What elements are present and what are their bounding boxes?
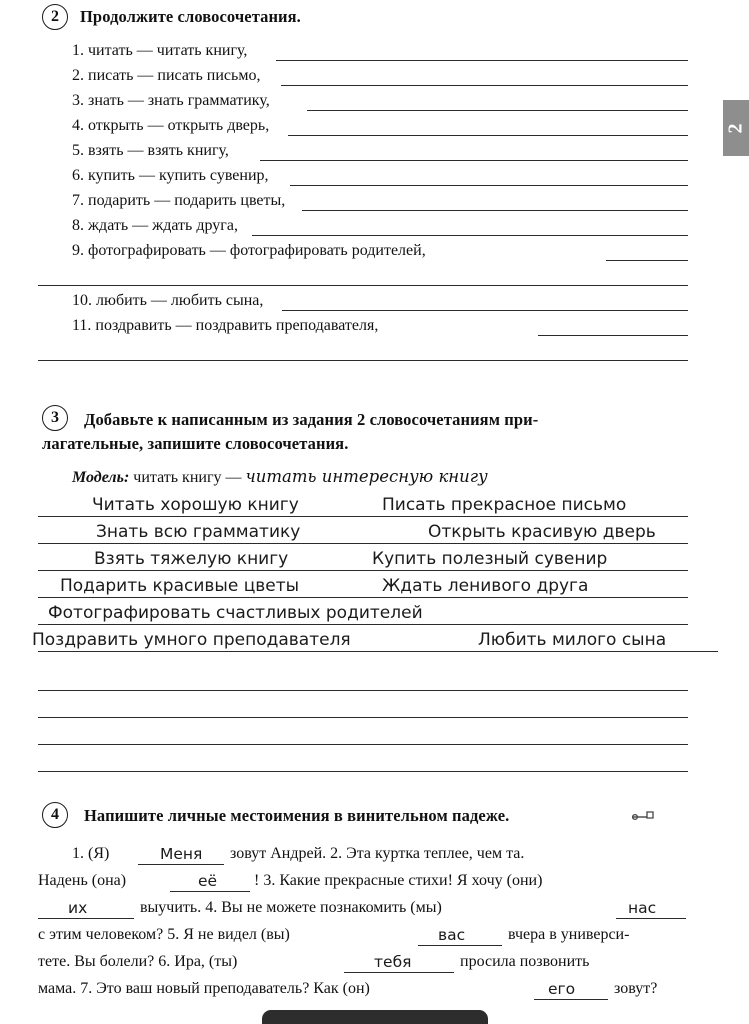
exercise-3-line-5[interactable]: [38, 624, 688, 625]
page-number-tab: [723, 100, 749, 156]
exercise-2-item-1: 1. читать — читать книгу,: [72, 42, 248, 59]
exercise-3-number: 3: [42, 405, 68, 431]
exercise-3-answer-5-left: Фотографировать счастливых родителей: [48, 603, 423, 623]
exercise-4-answer-7: его: [548, 980, 576, 998]
exercise-2-item-5: 5. взять — взять книгу,: [72, 142, 229, 159]
exercise-3-empty-line-1[interactable]: [38, 690, 688, 691]
exercise-2-blank-2[interactable]: [281, 85, 688, 86]
exercise-3-answer-3-left: Взять тяжелую книгу: [94, 549, 289, 569]
exercise-2-item-10: 10. любить — любить сына,: [72, 292, 264, 309]
exercise-4-answer-6: тебя: [374, 953, 412, 971]
exercise-4-blank-5[interactable]: [418, 945, 502, 946]
exercise-2-blank-1[interactable]: [276, 60, 688, 61]
exercise-4-line-2-seg-1: Надень (она): [38, 872, 127, 889]
exercise-3-line-2[interactable]: [38, 543, 688, 544]
exercise-4-blank-4[interactable]: [616, 918, 686, 919]
exercise-2-blank-11b[interactable]: [38, 360, 688, 361]
exercise-3-empty-line-2[interactable]: [38, 717, 688, 718]
page-number-tab-label: 2: [724, 123, 747, 133]
exercise-2-title: Продолжите словосочетания.: [80, 7, 301, 26]
exercise-4-line-2-seg-3: ! 3. Какие прекрасные стихи! Я хочу (они): [254, 872, 543, 889]
exercise-4-blank-1[interactable]: [138, 864, 224, 865]
exercise-4-line-4-seg-3: вчера в универси-: [508, 926, 630, 943]
exercise-2-item-3: 3. знать — знать грамматику,: [72, 92, 270, 109]
exercise-2-blank-10[interactable]: [282, 310, 688, 311]
exercise-4-answer-5: вас: [438, 926, 466, 944]
exercise-3-title-line2: лагательные, запишите словосочетания.: [42, 434, 349, 453]
exercise-3-empty-line-4[interactable]: [38, 771, 688, 772]
pencil-icon: [632, 805, 654, 821]
exercise-2-item-7: 7. подарить — подарить цветы,: [72, 192, 286, 209]
exercise-4-title: Напишите личные местоимения в винительном падеже.: [84, 806, 510, 825]
exercise-2-blank-11a[interactable]: [538, 335, 688, 336]
exercise-4-line-5-seg-3: просила позвонить: [460, 953, 590, 970]
exercise-2-item-9: 9. фотографировать — фотографировать родителей,: [72, 242, 426, 259]
exercise-4-line-1-seg-1: 1. (Я): [72, 845, 110, 862]
exercise-3-empty-line-3[interactable]: [38, 744, 688, 745]
exercise-2-blank-9b[interactable]: [38, 285, 688, 286]
exercise-2-blank-4[interactable]: [288, 135, 688, 136]
exercise-4-line-4-seg-1: с этим человеком? 5. Я не видел (вы): [38, 926, 290, 943]
exercise-4-line-1: [72, 845, 109, 863]
exercise-2-blank-8[interactable]: [252, 235, 688, 236]
exercise-3-line-6[interactable]: [38, 651, 718, 652]
exercise-2-blank-6[interactable]: [290, 185, 688, 186]
exercise-4-line-3-seg-2: выучить. 4. Вы не можете познакомить (мы): [140, 899, 442, 916]
exercise-3-answer-3-right: Купить полезный сувенир: [372, 549, 608, 569]
exercise-3-model-text: читать книгу —: [133, 469, 242, 486]
exercise-3-answer-1-left: Читать хорошую книгу: [92, 495, 299, 515]
exercise-2-blank-5[interactable]: [260, 160, 688, 161]
exercise-2-blank-7[interactable]: [302, 210, 688, 211]
exercise-3-answer-4-right: Ждать ленивого друга: [382, 576, 589, 596]
exercise-3-model-answer: читать интересную книгу: [245, 467, 488, 486]
exercise-3-title-line1: Добавьте к написанным из задания 2 словосочетаниям при-: [84, 410, 539, 429]
exercise-2-item-6: 6. купить — купить сувенир,: [72, 167, 269, 184]
exercise-4-answer-3: их: [68, 899, 88, 917]
exercise-3-model-label: Модель:: [72, 469, 130, 486]
exercise-4-answer-2: её: [198, 872, 218, 890]
exercise-2-item-2: 2. писать — писать письмо,: [72, 67, 261, 84]
exercise-3-answer-6-right: Любить милого сына: [478, 630, 667, 650]
exercise-4-answer-1: Меня: [160, 845, 203, 863]
bottom-home-indicator: [262, 1010, 488, 1024]
exercise-2-item-8: 8. ждать — ждать друга,: [72, 217, 238, 234]
exercise-3-answer-6-left: Поздравить умного преподавателя: [32, 630, 351, 650]
exercise-4-answer-4: нас: [628, 899, 657, 917]
exercise-3-line-4[interactable]: [38, 597, 688, 598]
exercise-2-item-11: 11. поздравить — поздравить преподавателя,: [72, 317, 379, 334]
exercise-3-model: [72, 467, 488, 487]
exercise-3-answer-4-left: Подарить красивые цветы: [60, 576, 300, 596]
exercise-4-number: 4: [42, 802, 68, 828]
exercise-4-blank-3[interactable]: [38, 918, 134, 919]
exercise-4-line-6-seg-3: зовут?: [614, 980, 658, 997]
exercise-2-item-4: 4. открыть — открыть дверь,: [72, 117, 270, 134]
exercise-4-line-5-seg-1: тете. Вы болели? 6. Ира, (ты): [38, 953, 238, 970]
exercise-3-answer-2-left: Знать всю грамматику: [96, 522, 301, 542]
exercise-2-number: 2: [42, 4, 68, 30]
exercise-4-line-6-seg-1: мама. 7. Это ваш новый преподаватель? Как (он): [38, 980, 370, 997]
exercise-3-answer-2-right: Открыть красивую дверь: [428, 522, 656, 542]
exercise-3-answer-1-right: Писать прекрасное письмо: [382, 495, 627, 515]
exercise-4-line-1-seg-3: зовут Андрей. 2. Эта куртка теплее, чем та.: [230, 845, 525, 862]
exercise-2-blank-3[interactable]: [307, 110, 688, 111]
exercise-4-blank-2[interactable]: [170, 891, 250, 892]
exercise-4-blank-7[interactable]: [534, 999, 608, 1000]
exercise-3-line-3[interactable]: [38, 570, 688, 571]
exercise-2-blank-9a[interactable]: [606, 260, 688, 261]
exercise-3-line-1[interactable]: [38, 516, 688, 517]
exercise-4-blank-6[interactable]: [344, 972, 454, 973]
